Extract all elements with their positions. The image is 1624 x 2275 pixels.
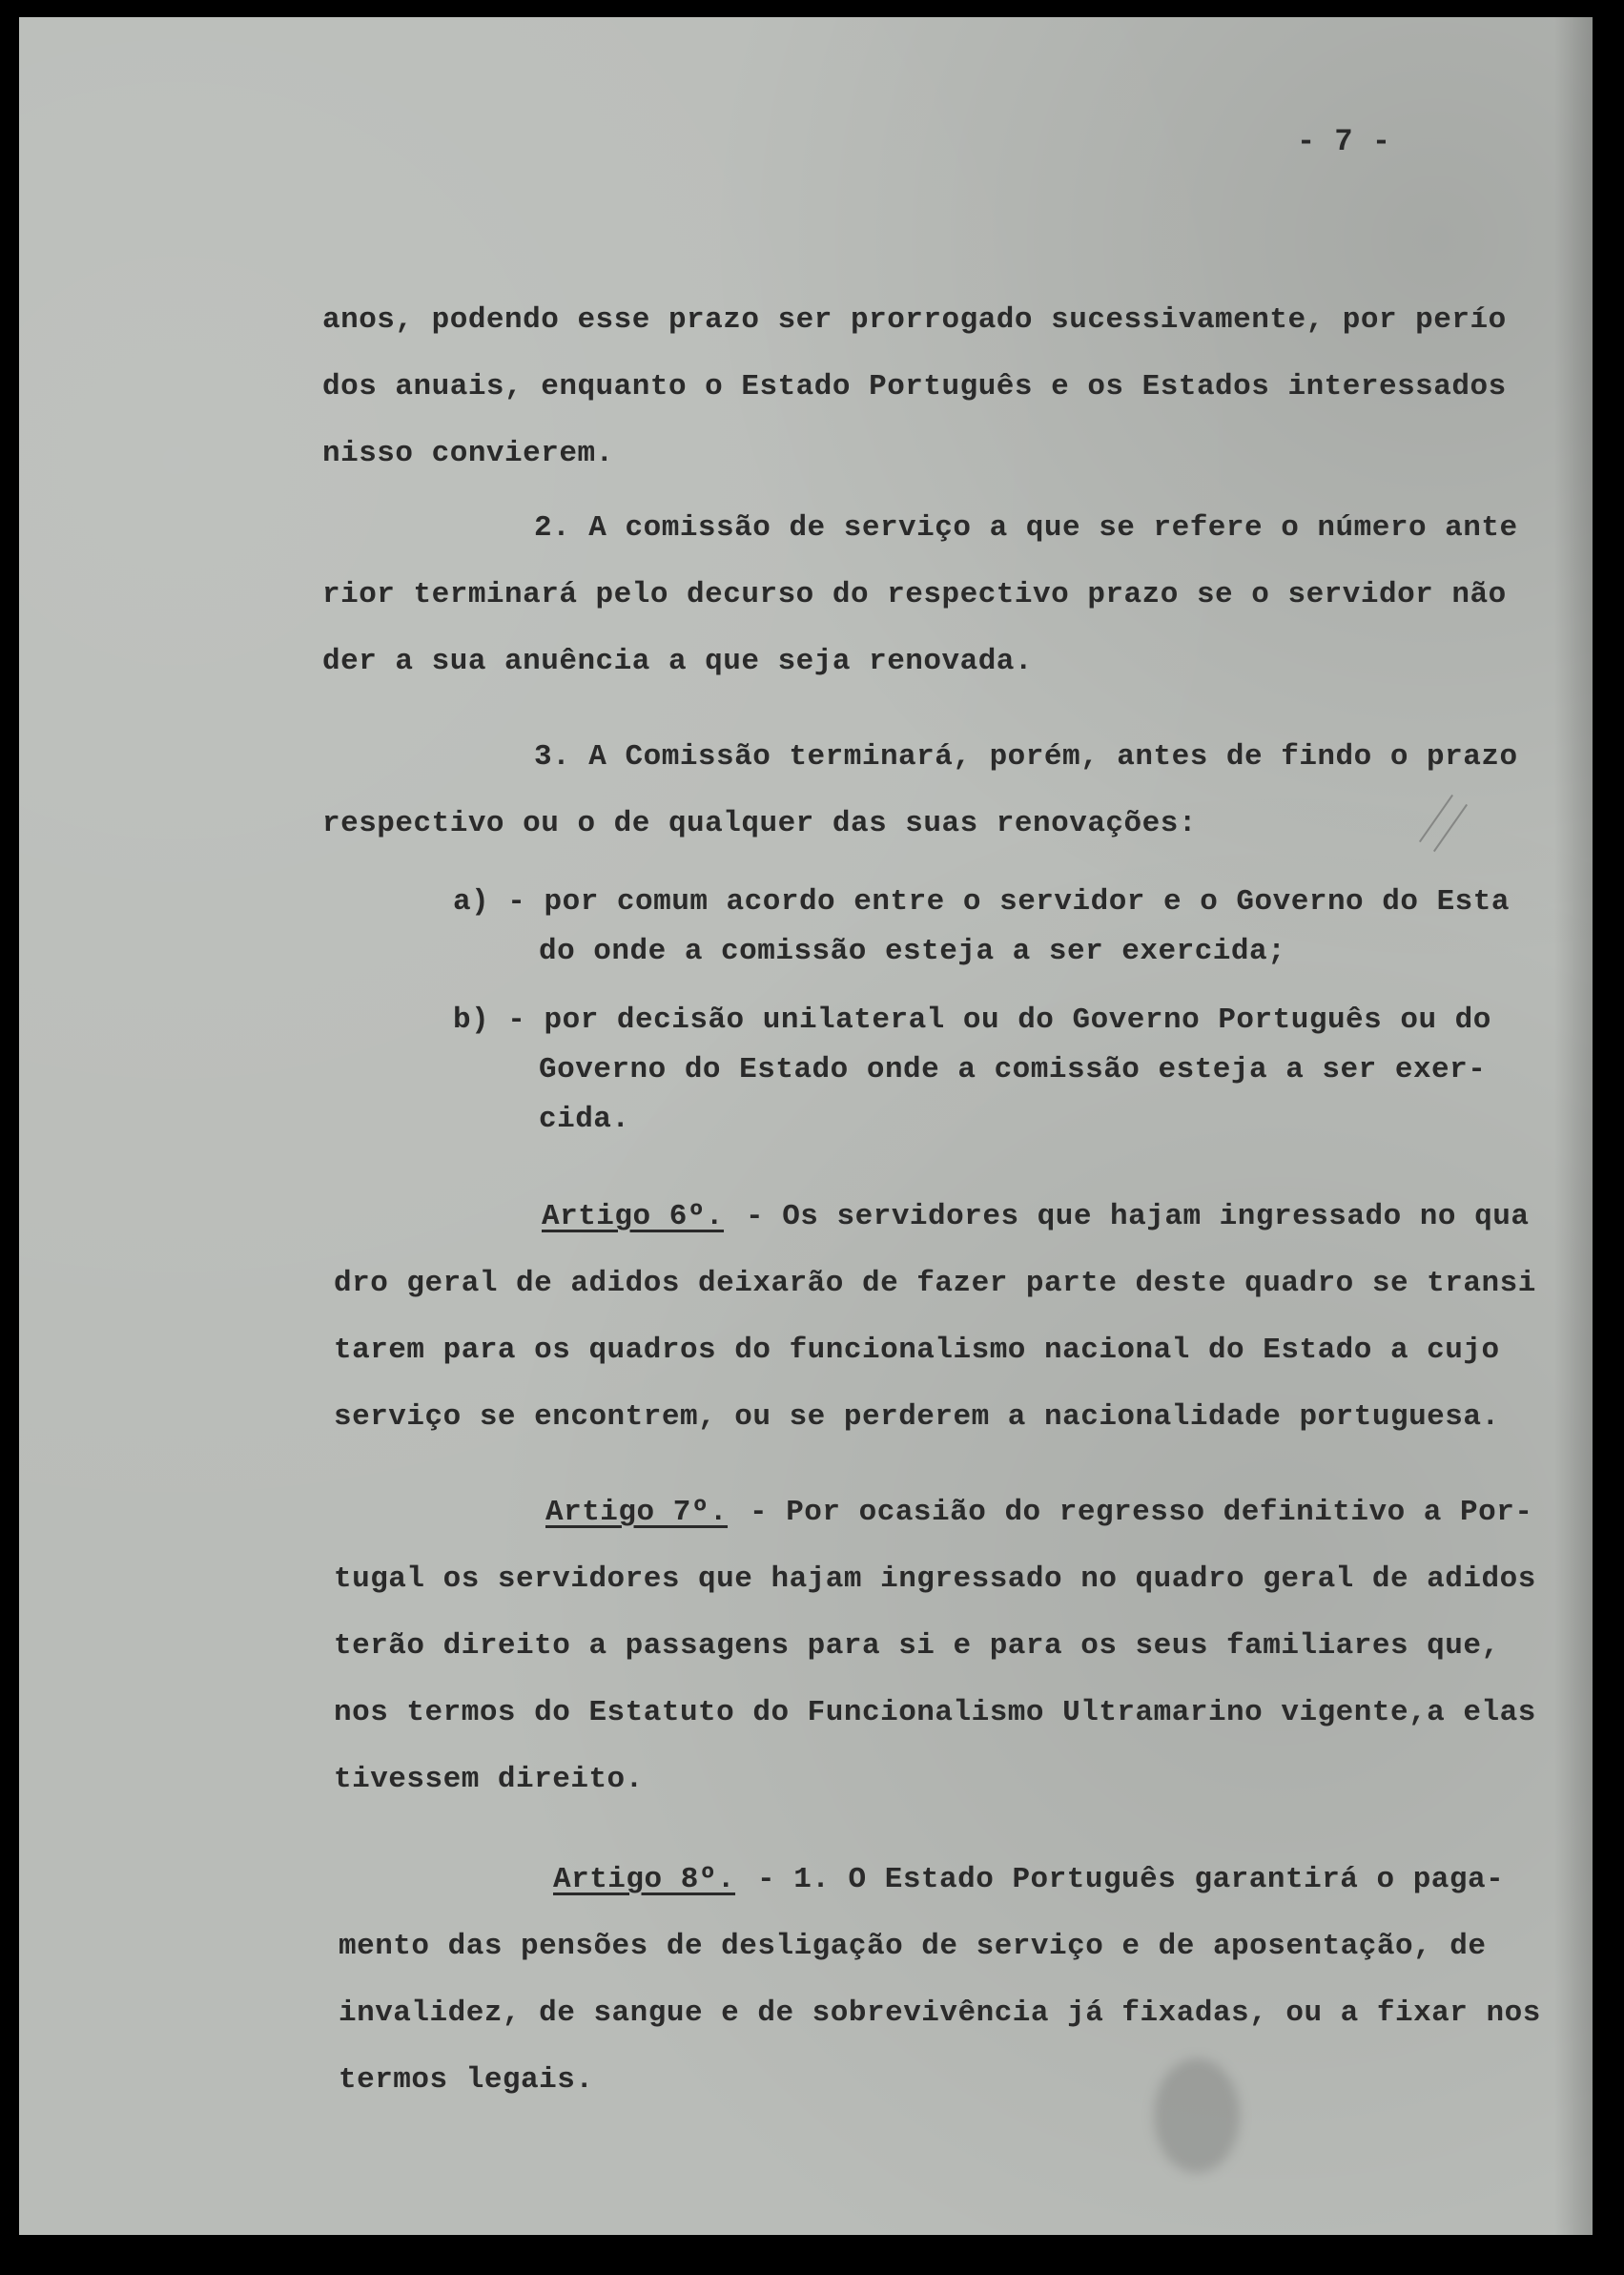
text-line: 3. A Comissão terminará, porém, antes de findo o prazo [534, 740, 1518, 774]
document-page [19, 17, 1593, 2235]
text-line: rior terminará pelo decurso do respectivo prazo se o servidor não [322, 578, 1507, 611]
text-line: terão direito a passagens para si e para os seus familiares que, [334, 1629, 1500, 1663]
text-line: cida. [539, 1103, 630, 1136]
text-line: tugal os servidores que hajam ingressado no quadro geral de adidos [334, 1562, 1536, 1596]
text-line: termos legais. [339, 2063, 594, 2097]
text-line: - Os servidores que hajam ingressado no qua [746, 1200, 1530, 1233]
text-line: Governo do Estado onde a comissão esteja a ser exer- [539, 1053, 1487, 1086]
text-line: der a sua anuência a que seja renovada. [322, 645, 1034, 678]
pen-mark [1419, 795, 1453, 842]
text-line: dro geral de adidos deixarão de fazer parte deste quadro se transi [334, 1267, 1536, 1300]
text-line: nisso convierem. [322, 437, 614, 470]
article-heading: Artigo 7º. [545, 1496, 729, 1529]
article-heading: Artigo 8º. [553, 1863, 736, 1896]
list-item-a: a) - por comum acordo entre o servidor e o Governo do Esta [453, 885, 1510, 919]
list-item-b: b) - por decisão unilateral ou do Governo Português ou do [453, 1003, 1491, 1037]
text-line: tivessem direito. [334, 1763, 644, 1796]
text-line: tarem para os quadros do funcionalismo nacional do Estado a cujo [334, 1334, 1500, 1367]
pen-mark [1433, 804, 1468, 852]
text-line: invalidez, de sangue e de sobrevivência já fixadas, ou a fixar nos [339, 1996, 1541, 2030]
text-line: 2. A comissão de serviço a que se refere o número ante [534, 511, 1518, 545]
text-line: - Por ocasião do regresso definitivo a Por- [750, 1496, 1533, 1529]
text-line: mento das pensões de desligação de serviço e de aposentação, de [339, 1930, 1487, 1963]
text-line: serviço se encontrem, ou se perderem a nacionalidade portuguesa. [334, 1400, 1500, 1434]
text-line: anos, podendo esse prazo ser prorrogado sucessivamente, por perío [322, 303, 1507, 337]
text-line: dos anuais, enquanto o Estado Português e os Estados interessados [322, 370, 1507, 403]
text-line: do onde a comissão esteja a ser exercida; [539, 935, 1286, 968]
text-line: respectivo ou o de qualquer das suas renovações: [322, 807, 1197, 840]
page-edge-shadow [1554, 17, 1593, 2235]
text-line: - 1. O Estado Português garantirá o paga- [757, 1863, 1505, 1896]
text-line: nos termos do Estatuto do Funcionalismo Ultramarino vigente,a elas [334, 1696, 1536, 1729]
stain [1154, 2058, 1240, 2173]
article-heading: Artigo 6º. [542, 1200, 725, 1233]
page-number: - 7 - [1297, 124, 1391, 159]
